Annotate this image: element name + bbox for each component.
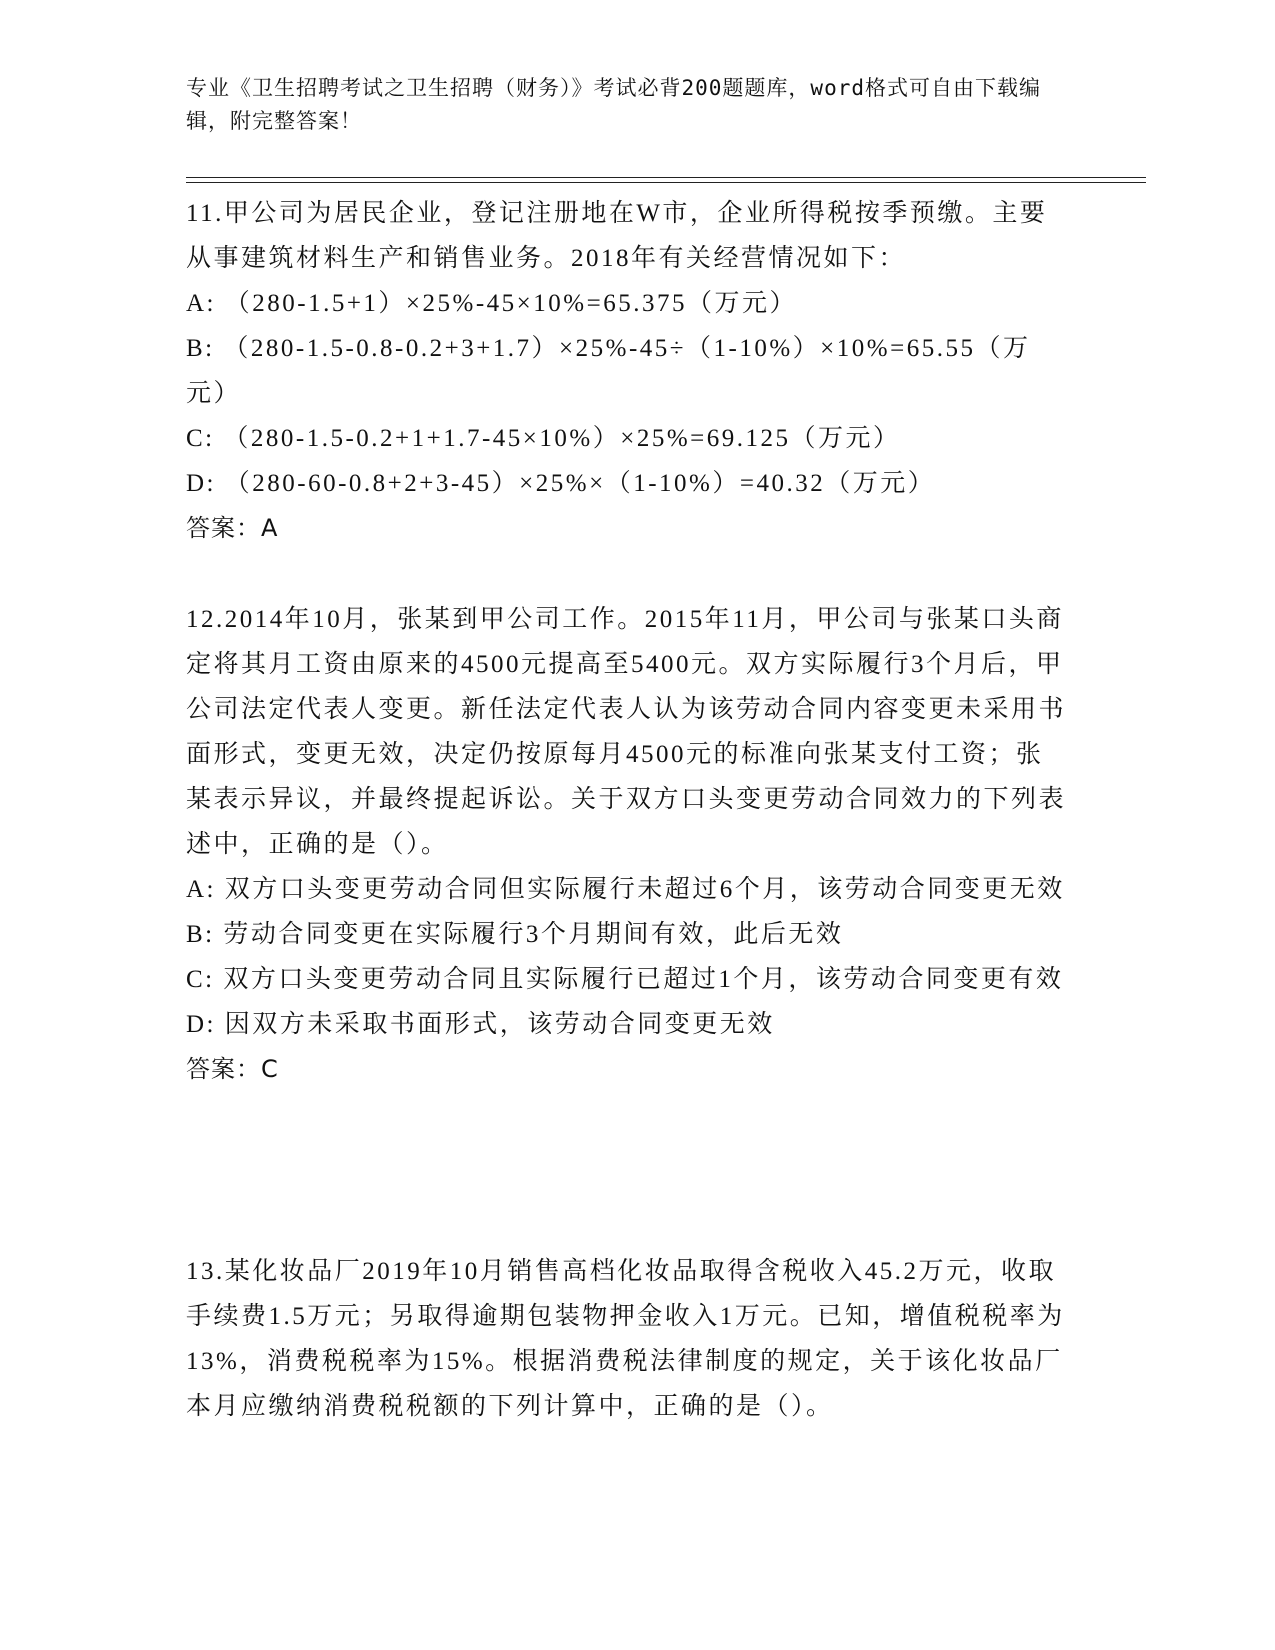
option-b: B: 劳动合同变更在实际履行3个月期间有效，此后无效: [186, 921, 844, 948]
header-text: 专业《卫生招聘考试之卫生招聘（财务）》考试必背200题题库，word格式可自由下载编辑，附完整答案！: [186, 76, 1041, 133]
option-b: B: （280-1.5-0.8-0.2+3+1.7）×25%-45÷（1-10%）×10%=65.55（万元）: [186, 335, 1031, 407]
question-stem: 12.2014年10月，张某到甲公司工作。2015年11月，甲公司与张某口头商定将其月工资由原来的4500元提高至5400元。双方实际履行3个月后，甲公司法定代表人变更。新任法定代表人认为该劳动合同内容变更未采用书面形式，变更无效，决定仍按原每月4500元的标准向张某支付工资；张某表示异议，并最终提起诉讼。关于双方口头变更劳动合同效力的下列表述中，正确的是（）。: [186, 606, 1067, 858]
option-a: A: 双方口头变更劳动合同但实际履行未超过6个月，该劳动合同变更无效: [186, 876, 1065, 903]
question-stem: 13.某化妆品厂2019年10月销售高档化妆品取得含税收入45.2万元，收取手续费1.5万元；另取得逾期包装物押金收入1万元。已知，增值税税率为13%，消费税税率为15%。根据消费税法律制度的规定，关于该化妆品厂本月应缴纳消费税税额的下列计算中，正确的是（）。: [186, 1258, 1065, 1420]
answer: 答案：A: [186, 514, 279, 542]
option-d: D: 因双方未采取书面形式，该劳动合同变更无效: [186, 1011, 775, 1038]
option-c: C: （280-1.5-0.2+1+1.7-45×10%）×25%=69.125（万元）: [186, 425, 901, 452]
answer: 答案：C: [186, 1055, 279, 1083]
option-d: D: （280-60-0.8+2+3-45）×25%×（1-10%）=40.32（万元）: [186, 470, 936, 497]
header-divider-top: [186, 177, 1146, 178]
header-divider-bottom: [186, 182, 1146, 183]
option-c: C: 双方口头变更劳动合同且实际履行已超过1个月，该劳动合同变更有效: [186, 966, 1064, 993]
question-12: [186, 597, 1066, 1092]
question-stem: 11.甲公司为居民企业，登记注册地在W市，企业所得税按季预缴。主要从事建筑材料生产和销售业务。2018年有关经营情况如下：: [186, 200, 1048, 272]
option-a: A: （280-1.5+1）×25%-45×10%=65.375（万元）: [186, 290, 797, 317]
document-header: [186, 72, 1066, 138]
question-13: [186, 1249, 1066, 1429]
question-11: [186, 191, 1066, 551]
